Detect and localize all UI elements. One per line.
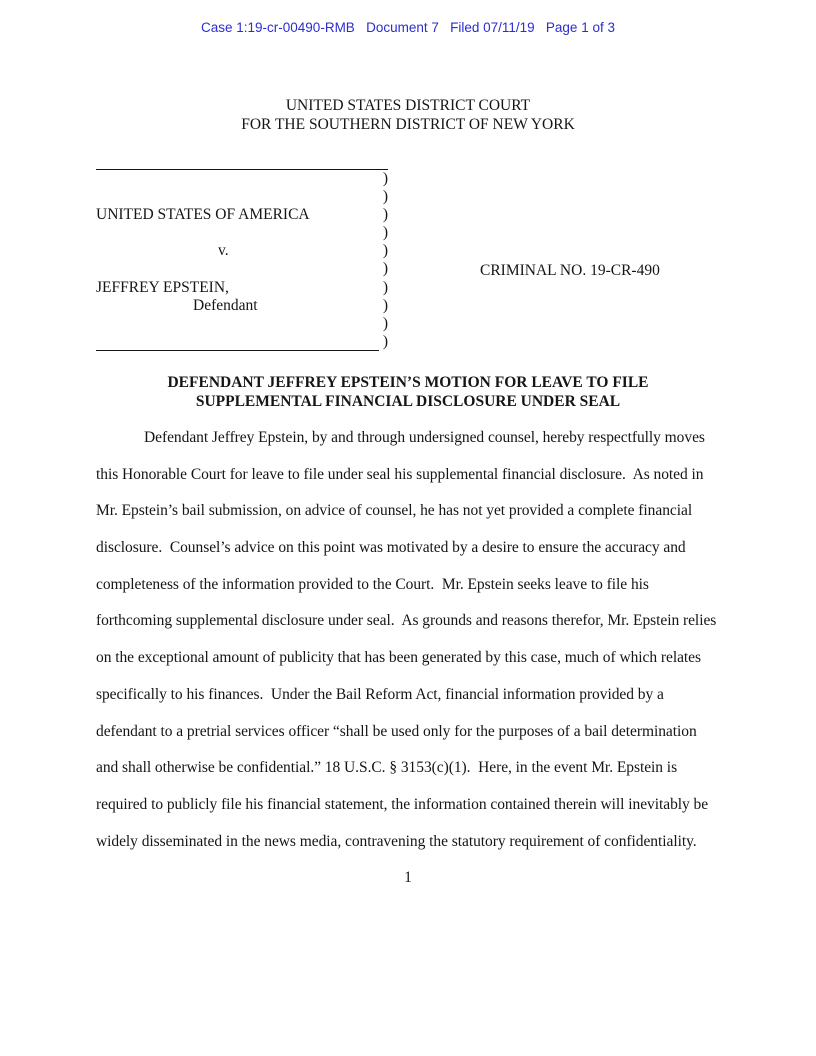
caption-row: [96, 170, 388, 188]
motion-title-line-1: DEFENDANT JEFFREY EPSTEIN’S MOTION FOR LEAVE TO FILE: [167, 374, 649, 391]
page-number: 1: [404, 869, 412, 886]
criminal-case-number: CRIMINAL NO. 19-CR-490: [480, 262, 660, 279]
caption-paren: ): [382, 188, 388, 206]
caption-row: [96, 188, 388, 206]
motion-title-line-2: SUPPLEMENTAL FINANCIAL DISCLOSURE UNDER SEAL: [195, 392, 621, 410]
caption-row: [96, 242, 388, 260]
body-line: Mr. Epstein’s bail submission, on advice of counsel, he has not yet provided a complete financial: [96, 502, 693, 520]
caption-paren: ): [382, 224, 388, 242]
caption-paren: ): [382, 242, 388, 260]
plaintiff-name: UNITED STATES OF AMERICA: [96, 206, 310, 224]
caption-paren: ): [382, 206, 388, 224]
caption-row-bottom-rule: [96, 333, 388, 351]
body-line: disclosure. Counsel’s advice on this point was motivated by a desire to ensure the accuracy and: [96, 539, 686, 557]
caption-paren: ): [382, 170, 388, 187]
body-line: this Honorable Court for leave to file under seal his supplemental financial disclosure. As noted in: [96, 465, 704, 483]
caption-paren: ): [382, 296, 388, 314]
pacer-filing-stamp: Case 1:19-cr-00490-RMB Document 7 Filed 07/11/19 Page 1 of 3: [201, 20, 615, 35]
caption-row: [96, 260, 388, 278]
defendant-label: Defendant: [193, 296, 258, 314]
court-district: FOR THE SOUTHERN DISTRICT OF NEW YORK: [241, 116, 575, 133]
motion-body-paragraph: [96, 420, 736, 860]
caption-paren: ): [382, 314, 388, 332]
caption-paren: ): [382, 278, 388, 296]
body-line: widely disseminated in the news media, contravening the statutory requirement of confidentiality.: [96, 832, 697, 850]
caption-row: [96, 206, 388, 224]
body-line: Defendant Jeffrey Epstein, by and through undersigned counsel, hereby respectfully moves: [144, 429, 705, 446]
body-line: defendant to a pretrial services officer “shall be used only for the purposes of a bail determination: [96, 722, 697, 740]
caption-row: [96, 315, 388, 333]
versus-label: v.: [218, 242, 229, 260]
caption-paren: ): [382, 332, 388, 350]
caption-paren: ): [382, 260, 388, 278]
caption-bottom-line: [96, 336, 379, 351]
court-heading: [0, 96, 816, 134]
body-line: completeness of the information provided to the Court. Mr. Epstein seeks leave to file his: [96, 575, 649, 593]
caption-row: [96, 224, 388, 242]
case-caption: [96, 169, 388, 351]
motion-title: [0, 374, 816, 411]
body-line: and shall otherwise be confidential.” 18 U.S.C. § 3153(c)(1). Here, in the event Mr. Epstein is: [96, 759, 678, 777]
caption-row: [96, 297, 388, 315]
body-line: forthcoming supplemental disclosure under seal. As grounds and reasons therefor, Mr. Epstein relies: [96, 612, 717, 630]
defendant-name: JEFFREY EPSTEIN,: [96, 278, 229, 296]
caption-row: [96, 279, 388, 297]
body-line: required to publicly file his financial statement, the information contained therein will inevitably be: [96, 795, 709, 813]
court-name: UNITED STATES DISTRICT COURT: [285, 97, 531, 114]
body-line: specifically to his finances. Under the Bail Reform Act, financial information provided by a: [96, 685, 664, 703]
body-line: on the exceptional amount of publicity that has been generated by this case, much of which relates: [96, 649, 701, 667]
